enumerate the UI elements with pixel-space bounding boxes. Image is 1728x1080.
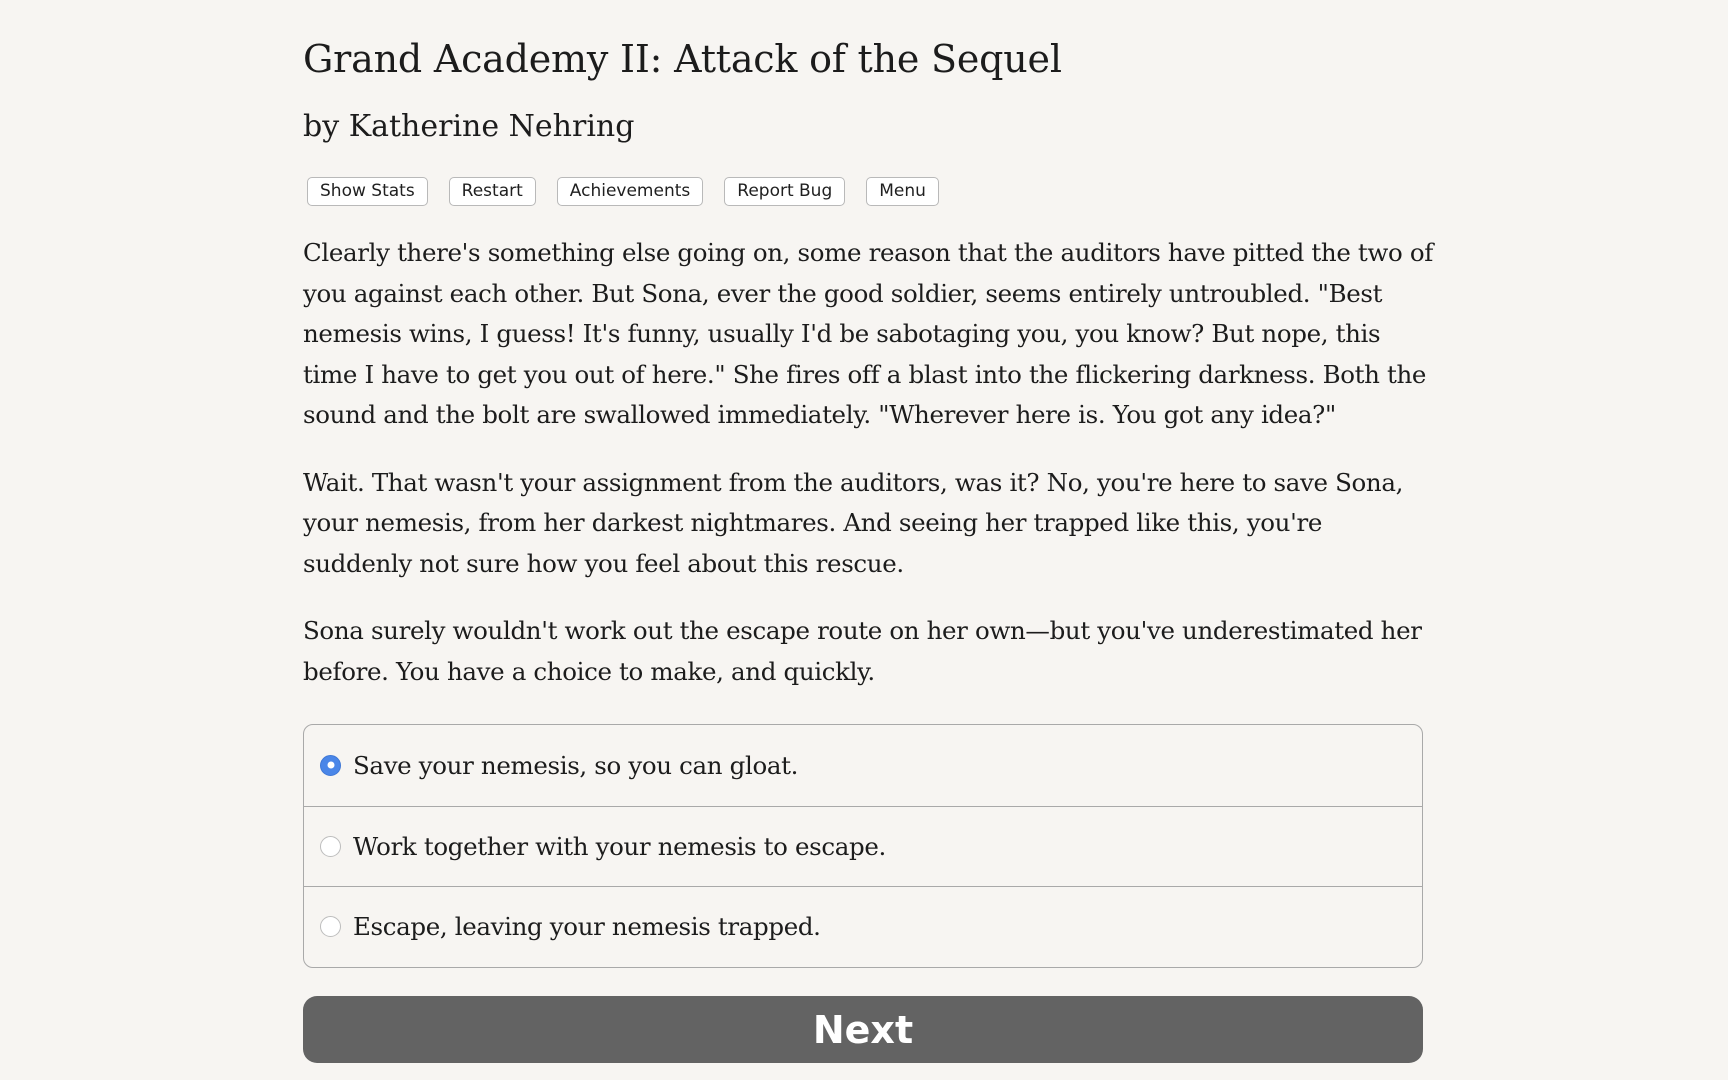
choice-option-escape-alone[interactable] [304,886,1422,967]
show-stats-button[interactable]: Show Stats [307,177,428,206]
story-text [303,233,1433,719]
choice-list [303,724,1423,968]
radio-button-selected[interactable] [320,755,341,776]
story-paragraph: Clearly there's something else going on, some reason that the auditors have pitted the two of you against each other. But Sona, ever the good soldier, seems entirely untroubled. "Best nemesis wins, I guess! It's funny, usually I'd be sabotaging you, you know? But nope, this time I have to get you out of here." She fires off a blast into the flickering darkness. Both the sound and the bolt are swallowed immediately. "Wherever here is. You got any idea?" [303,238,1434,429]
choice-label: Save your nemesis, so you can gloat. [353,750,799,780]
story-paragraph: Wait. That wasn't your assignment from the auditors, was it? No, you're here to save Sona, your nemesis, from her darkest nightmares. And seeing her trapped like this, you're suddenly not sure how you feel about this rescue. [303,467,1404,578]
toolbar [307,177,960,206]
game-author: by Katherine Nehring [303,109,635,144]
report-bug-button[interactable]: Report Bug [724,177,845,206]
story-paragraph: Sona surely wouldn't work out the escape route on her own—but you've underestimated her before. You have a choice to make, and quickly. [303,616,1422,686]
choice-label: Work together with your nemesis to escape. [353,831,886,861]
radio-button[interactable] [320,916,341,937]
restart-button[interactable]: Restart [449,177,536,206]
achievements-button[interactable]: Achievements [557,177,703,206]
radio-button[interactable] [320,836,341,857]
choice-option-work-together[interactable] [304,806,1422,887]
game-title: Grand Academy II: Attack of the Sequel [303,37,1062,81]
choice-option-save-nemesis[interactable] [304,725,1422,806]
menu-button[interactable]: Menu [866,177,939,206]
next-button[interactable]: Next [303,996,1423,1063]
choice-label: Escape, leaving your nemesis trapped. [353,912,821,942]
